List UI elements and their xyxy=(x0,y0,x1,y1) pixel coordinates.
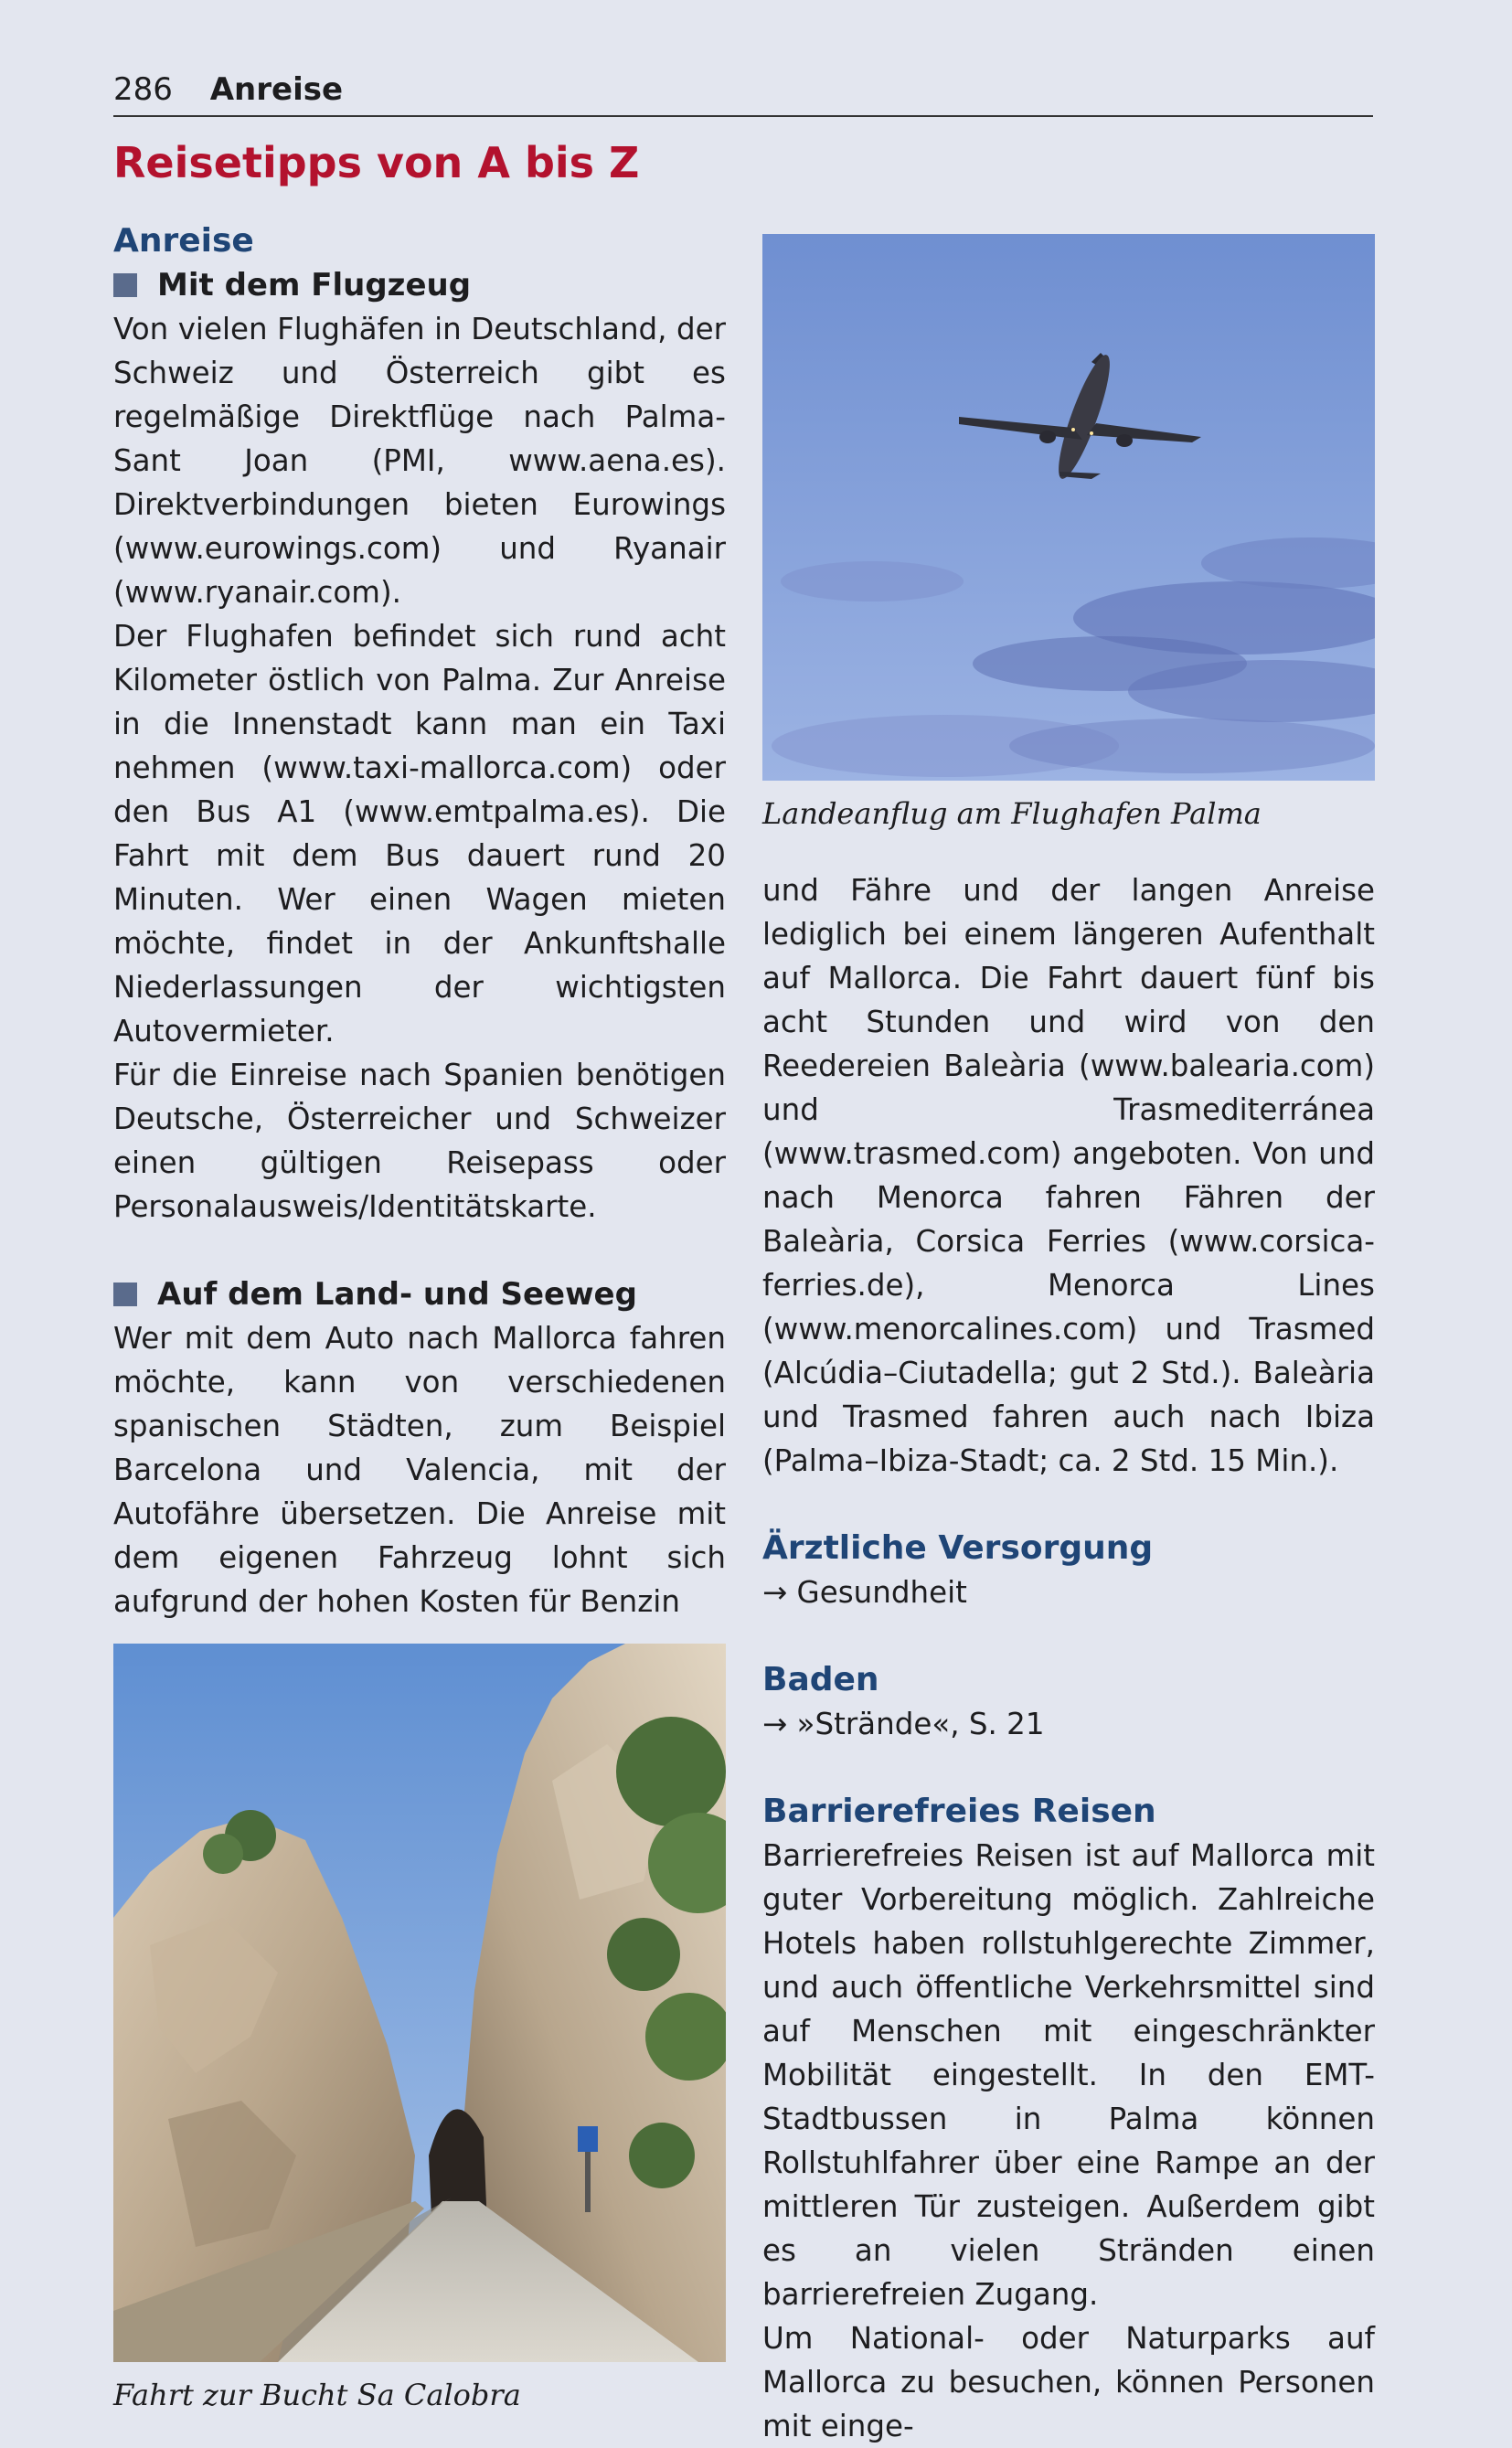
heading-baden: Baden xyxy=(762,1661,879,1698)
subheading-land-seeweg xyxy=(113,1272,726,1316)
running-section-title: Anreise xyxy=(209,71,344,108)
paragraph-flug-3: Für die Einreise nach Spanien benötigen Deutsche, Österreicher und Schweizer einen gültigen Reisepass oder Personalausweis/Identitätskarte. xyxy=(113,1058,726,1224)
photo-caption-sa-calobra: Fahrt zur Bucht Sa Calobra xyxy=(113,2378,521,2412)
right-column xyxy=(762,234,1375,2448)
subheading-flugzeug xyxy=(113,263,726,307)
paragraph-barriere-2: Um National- oder Naturparks auf Mallorca zu besuchen, können Personen mit einge- xyxy=(762,2321,1375,2443)
paragraph-land-2: und Fähre und der langen Anreise lediglich bei einem längeren Aufenthalt auf Mallorca. Die Fahrt dauert fünf bis acht Stunden und wird von den Reedereien Baleària (www.balearia.com) und Trasmediterránea (www.trasmed.com) angeboten. Von und nach Menorca fahren Fähren der Baleària, Corsica Ferries (www.corsica-ferries.de), Menorca Lines (www.menorcalines.com) und Trasmed (Alcúdia–Ciutadella; gut 2 Std.). Baleària und Trasmed fahren auch nach Ibiza (Palma–Ibiza-Stadt; ca. 2 Std. 15 Min.). xyxy=(762,873,1375,1478)
square-bullet-icon xyxy=(113,1283,137,1306)
photo-sa-calobra-gorge xyxy=(113,1644,726,2362)
cross-reference-gesundheit: → Gesundheit xyxy=(762,1575,967,1610)
photo-caption-airplane: Landeanflug am Flughafen Palma xyxy=(762,796,1262,831)
chapter-title: Reisetipps von A bis Z xyxy=(113,138,640,187)
paragraph-flug-1: Von vielen Flughäfen in Deutschland, der Schweiz und Österreich gibt es regelmäßige Direktflüge nach Palma-Sant Joan (PMI, www.aena.es). Direktverbindungen bieten Eurowings (www.eurowings.com) und Ryanair (www.ryanair.com). xyxy=(113,312,726,610)
photo-airplane-landing xyxy=(762,234,1375,781)
paragraph-barriere-1: Barrierefreies Reisen ist auf Mallorca mit guter Vorbereitung möglich. Zahlreiche Hotels haben rollstuhlgerechte Zimmer, und auch öffentliche Verkehrsmittel sind auf Menschen mit eingeschränkter Mobilität eingestellt. In den EMT-Stadtbussen in Palma können Rollstuhlfahrer über eine Rampe an der mittleren Tür zusteigen. Außerdem gibt es an vielen Stränden einen barrierefreien Zugang. xyxy=(762,1838,1375,2312)
subheading-land-seeweg-label: Auf dem Land- und Seeweg xyxy=(157,1276,637,1313)
heading-barrierefreies-reisen: Barrierefreies Reisen xyxy=(762,1793,1156,1830)
paragraph-flug-2: Der Flughafen befindet sich rund acht Kilometer östlich von Palma. Zur Anreise in die Innenstadt kann man ein Taxi nehmen (www.taxi-mallorca.com) oder den Bus A1 (www.emtpalma.es). Die Fahrt mit dem Bus dauert rund 20 Minuten. Wer einen Wagen mieten möchte, findet in der Ankunftshalle Niederlassungen der wichtigsten Autovermieter. xyxy=(113,619,726,1048)
cross-reference-straende: → »Strände«, S. 21 xyxy=(762,1707,1045,1741)
subheading-flugzeug-label: Mit dem Flugzeug xyxy=(157,267,472,303)
heading-aerztliche-versorgung: Ärztliche Versorgung xyxy=(762,1529,1154,1567)
page-number: 286 xyxy=(113,71,173,108)
paragraph-land-1: Wer mit dem Auto nach Mallorca fahren möchte, kann von verschiedenen spanischen Städten, zum Beispiel Barcelona und Valencia, mit der Autofähre übersetzen. Die Anreise mit dem eigenen Fahrzeug lohnt sich aufgrund der hohen Kosten für Benzin xyxy=(113,1321,726,1619)
square-bullet-icon xyxy=(113,273,137,297)
left-column xyxy=(113,219,726,2417)
heading-anreise: Anreise xyxy=(113,222,254,260)
running-header xyxy=(113,69,1373,117)
